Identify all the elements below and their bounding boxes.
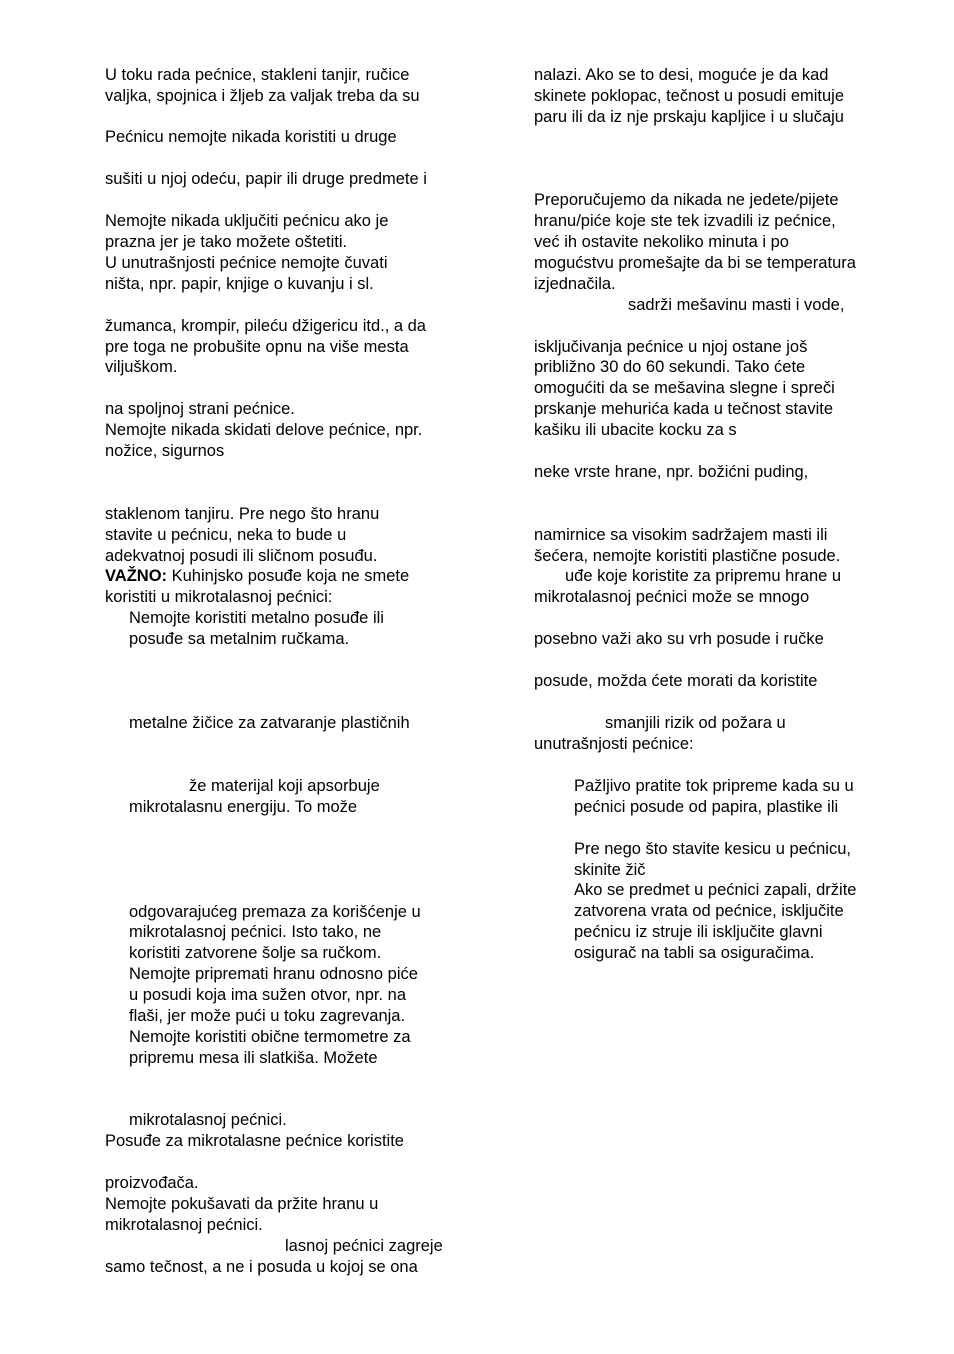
text-line: mogućstvu promešajte da bi se temperatura [534, 254, 856, 272]
text-line: Nemojte pripremati hranu odnosno piće [129, 965, 418, 983]
text-line: ništa, npr. papir, knjige o kuvanju i sl. [105, 275, 374, 293]
text-line: skinete poklopac, tečnost u posudi emituje [534, 87, 845, 105]
text-line: staklenom tanjiru. Pre nego što hranu [105, 505, 380, 523]
text-line: pećnici posude od papira, plastike ili [574, 798, 839, 816]
text-line: smanjili rizik od požara u [605, 714, 786, 732]
text-line: že materijal koji apsorbuje [189, 777, 380, 795]
text-line [105, 566, 409, 586]
text-line: pećnicu iz struje ili isključite glavni [574, 923, 823, 941]
text-line: u posudi koja ima sužen otvor, npr. na [129, 986, 407, 1004]
text-line: omogućiti da se mešavina slegne i spreči [534, 379, 835, 397]
text-line: Pre nego što stavite kesicu u pećnicu, [574, 840, 851, 858]
text-line: nožice, sigurnos [105, 442, 225, 460]
text-line: mikrotalasnoj pećnici. [105, 1216, 263, 1234]
text-line: Nemojte koristiti metalno posuđe ili [129, 609, 384, 627]
text-line: osigurač na tabli sa osiguračima. [574, 944, 815, 962]
text-line: Ako se predmet u pećnici zapali, držite [574, 881, 857, 899]
text-line: stavite u pećnicu, neka to bude u [105, 526, 347, 544]
text-line: sadrži mešavinu masti i vode, [628, 296, 845, 314]
text-line: sušiti u njoj odeću, papir ili druge predmete i [105, 170, 427, 188]
text-line: mikrotalasnoj pećnici može se mnogo [534, 588, 810, 606]
text-line: zatvorena vrata od pećnice, isključite [574, 902, 844, 920]
text-line: neke vrste hrane, npr. božićni puding, [534, 463, 809, 481]
text-line: približno 30 do 60 sekundi. Tako ćete [534, 358, 806, 376]
text-line: paru ili da iz nje prskaju kapljice i u slučaju [534, 108, 844, 126]
text-line: na spoljnoj strani pećnice. [105, 400, 295, 418]
text-line: Pažljivo pratite tok pripreme kada su u [574, 777, 854, 795]
important-text: Kuhinjsko posuđe koja ne smete [167, 567, 410, 585]
text-line: Nemojte nikada skidati delove pećnice, npr. [105, 421, 423, 439]
text-line: namirnice sa visokim sadržajem masti ili [534, 526, 828, 544]
text-line: skinite žič [574, 861, 646, 879]
text-line: metalne žičice za zatvaranje plastičnih [129, 714, 410, 732]
text-line: koristiti zatvorene šolje sa ručkom. [129, 944, 382, 962]
text-line: Nemojte nikada uključiti pećnicu ako je [105, 212, 389, 230]
text-line: izjednačila. [534, 275, 616, 293]
text-line: valjka, spojnica i žljeb za valjak treba da su [105, 87, 420, 105]
text-line: mikrotalasnoj pećnici. [129, 1111, 287, 1129]
text-line: pre toga ne probušite opnu na više mesta [105, 338, 409, 356]
text-line: mikrotalasnu energiju. To može [129, 798, 358, 816]
text-line: kašiku ili ubacite kocku za s [534, 421, 737, 439]
text-line: Nemojte koristiti obične termometre za [129, 1028, 411, 1046]
text-line: lasnoj pećnici zagreje [285, 1237, 443, 1255]
text-line: koristiti u mikrotalasnoj pećnici: [105, 588, 333, 606]
text-line: odgovarajućeg premaza za korišćenje u [129, 903, 421, 921]
text-line: prskanje mehurića kada u tečnost stavite [534, 400, 833, 418]
text-line: pripremu mesa ili slatkiša. Možete [129, 1049, 378, 1067]
text-line: mikrotalasnoj pećnici. Isto tako, ne [129, 923, 382, 941]
text-line: unutrašnjosti pećnice: [534, 735, 694, 753]
text-line: viljuškom. [105, 358, 178, 376]
text-line: prazna jer je tako možete oštetiti. [105, 233, 348, 251]
text-line: Pećnicu nemojte nikada koristiti u druge [105, 128, 397, 146]
text-line: posude, možda ćete morati da koristite [534, 672, 818, 690]
text-line: flaši, jer može pući u toku zagrevanja. [129, 1007, 406, 1025]
text-line: Nemojte pokušavati da pržite hranu u [105, 1195, 379, 1213]
text-line: adekvatnoj posudi ili sličnom posuđu. [105, 547, 378, 565]
text-line: posebno važi ako su vrh posude i ručke [534, 630, 824, 648]
text-line: isključivanja pećnice u njoj ostane još [534, 338, 808, 356]
text-line: samo tečnost, a ne i posuda u kojoj se ona [105, 1258, 418, 1276]
text-line: uđe koje koristite za pripremu hrane u [565, 567, 842, 585]
text-line: U unutrašnjosti pećnice nemojte čuvati [105, 254, 388, 272]
text-line: već ih ostavite nekoliko minuta i po [534, 233, 789, 251]
text-line: proizvođača. [105, 1174, 199, 1192]
important-label: VAŽNO: [105, 567, 168, 585]
text-line: šećera, nemojte koristiti plastične posude. [534, 547, 841, 565]
text-line: posuđe sa metalnim ručkama. [129, 630, 350, 648]
text-line: U toku rada pećnice, stakleni tanjir, ručice [105, 66, 410, 84]
text-line: Preporučujemo da nikada ne jedete/pijete [534, 191, 839, 209]
text-line: Posuđe za mikrotalasne pećnice koristite [105, 1132, 404, 1150]
text-line: žumanca, krompir, pileću džigericu itd., a da [105, 317, 426, 335]
text-line: nalazi. Ako se to desi, moguće je da kad [534, 66, 829, 84]
text-line: hranu/piće koje ste tek izvadili iz pećnice, [534, 212, 836, 230]
